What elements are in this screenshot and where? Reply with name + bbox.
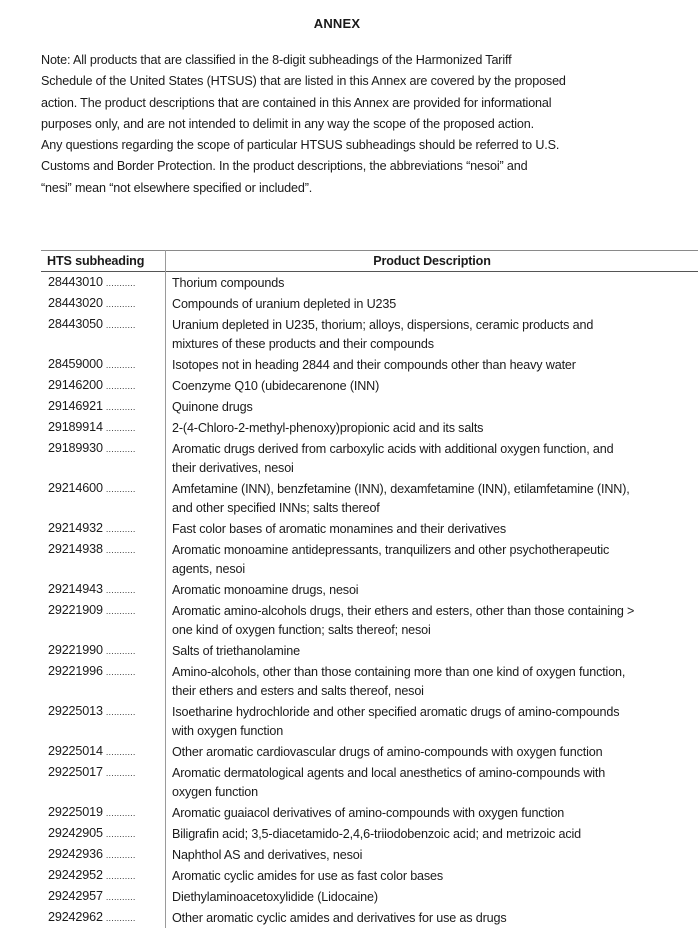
product-description-line: one kind of oxygen function; salts thereof; nesoi bbox=[172, 621, 698, 640]
product-description-line: Uranium depleted in U235, thorium; alloys, dispersions, ceramic products and bbox=[172, 316, 698, 335]
dot-leader: ........... bbox=[106, 381, 136, 391]
table-row bbox=[41, 314, 698, 354]
product-description-line: with oxygen function bbox=[172, 722, 698, 741]
dot-leader: ........... bbox=[106, 402, 136, 412]
hts-code-cell bbox=[41, 741, 166, 762]
table-row bbox=[41, 375, 698, 396]
hts-code: 28443020 bbox=[48, 296, 103, 310]
hts-code-cell bbox=[41, 802, 166, 823]
product-description-line: Fast color bases of aromatic monamines and their derivatives bbox=[172, 520, 698, 539]
hts-code: 29214938 bbox=[48, 542, 103, 556]
product-description-line: Compounds of uranium depleted in U235 bbox=[172, 295, 698, 314]
hts-code: 29225017 bbox=[48, 765, 103, 779]
product-description-line: their derivatives, nesoi bbox=[172, 459, 698, 478]
table-row bbox=[41, 823, 698, 844]
hts-code: 29189930 bbox=[48, 441, 103, 455]
product-description-line: Amfetamine (INN), benzfetamine (INN), dexamfetamine (INN), etilamfetamine (INN), bbox=[172, 480, 698, 499]
table-row bbox=[41, 354, 698, 375]
hts-code-cell bbox=[41, 438, 166, 478]
product-description-cell bbox=[166, 417, 699, 438]
product-description-line: Thorium compounds bbox=[172, 274, 698, 293]
hts-table bbox=[41, 250, 698, 928]
product-description-line: Diethylaminoacetoxylidide (Lidocaine) bbox=[172, 888, 698, 907]
product-description-cell bbox=[166, 539, 699, 579]
dot-leader: ........... bbox=[106, 524, 136, 534]
product-description-line: Aromatic guaiacol derivatives of amino-compounds with oxygen function bbox=[172, 804, 698, 823]
note-line: Note: All products that are classified in the 8-digit subheadings of the Harmonized Tariff bbox=[41, 50, 641, 71]
product-description-cell bbox=[166, 579, 699, 600]
note-line: Schedule of the United States (HTSUS) that are listed in this Annex are covered by the proposed bbox=[41, 71, 641, 92]
hts-code-cell bbox=[41, 823, 166, 844]
dot-leader: ........... bbox=[106, 850, 136, 860]
product-description-line: Aromatic monoamine drugs, nesoi bbox=[172, 581, 698, 600]
product-description-line: Aromatic dermatological agents and local anesthetics of amino-compounds with bbox=[172, 764, 698, 783]
hts-code: 29225013 bbox=[48, 704, 103, 718]
hts-code-cell bbox=[41, 844, 166, 865]
dot-leader: ........... bbox=[106, 320, 136, 330]
product-description-line: oxygen function bbox=[172, 783, 698, 802]
hts-code: 29242957 bbox=[48, 889, 103, 903]
product-description-line: 2-(4-Chloro-2-methyl-phenoxy)propionic acid and its salts bbox=[172, 419, 698, 438]
dot-leader: ........... bbox=[106, 423, 136, 433]
hts-code-cell bbox=[41, 354, 166, 375]
hts-code-cell bbox=[41, 886, 166, 907]
product-description-line: Coenzyme Q10 (ubidecarenone (INN) bbox=[172, 377, 698, 396]
hts-code: 29189914 bbox=[48, 420, 103, 434]
hts-code: 29242936 bbox=[48, 847, 103, 861]
header-product-description: Product Description bbox=[166, 251, 699, 272]
hts-table-container bbox=[41, 250, 698, 928]
dot-leader: ........... bbox=[106, 892, 136, 902]
product-description-cell bbox=[166, 823, 699, 844]
hts-code: 28443010 bbox=[48, 275, 103, 289]
dot-leader: ........... bbox=[106, 768, 136, 778]
hts-code: 29221990 bbox=[48, 643, 103, 657]
table-row bbox=[41, 396, 698, 417]
product-description-cell bbox=[166, 865, 699, 886]
hts-code: 28443050 bbox=[48, 317, 103, 331]
product-description-line: mixtures of these products and their compounds bbox=[172, 335, 698, 354]
product-description-line: Aromatic drugs derived from carboxylic acids with additional oxygen function, and bbox=[172, 440, 698, 459]
hts-code: 29146200 bbox=[48, 378, 103, 392]
product-description-cell bbox=[166, 478, 699, 518]
product-description-cell bbox=[166, 272, 699, 294]
dot-leader: ........... bbox=[106, 484, 136, 494]
header-row bbox=[41, 251, 698, 272]
table-row bbox=[41, 844, 698, 865]
dot-leader: ........... bbox=[106, 829, 136, 839]
dot-leader: ........... bbox=[106, 278, 136, 288]
table-row bbox=[41, 907, 698, 928]
table-row bbox=[41, 438, 698, 478]
product-description-line: Isotopes not in heading 2844 and their compounds other than heavy water bbox=[172, 356, 698, 375]
hts-code-cell bbox=[41, 417, 166, 438]
product-description-line: Other aromatic cyclic amides and derivatives for use as drugs bbox=[172, 909, 698, 928]
product-description-line: Naphthol AS and derivatives, nesoi bbox=[172, 846, 698, 865]
product-description-cell bbox=[166, 396, 699, 417]
product-description-line: Biligrafin acid; 3,5-diacetamido-2,4,6-triiodobenzoic acid; and metrizoic acid bbox=[172, 825, 698, 844]
hts-code: 29214943 bbox=[48, 582, 103, 596]
product-description-cell bbox=[166, 802, 699, 823]
hts-code: 29242952 bbox=[48, 868, 103, 882]
hts-code: 29242905 bbox=[48, 826, 103, 840]
product-description-line: Other aromatic cardiovascular drugs of amino-compounds with oxygen function bbox=[172, 743, 698, 762]
dot-leader: ........... bbox=[106, 747, 136, 757]
header-hts-subheading: HTS subheading bbox=[41, 251, 166, 272]
dot-leader: ........... bbox=[106, 606, 136, 616]
hts-code-cell bbox=[41, 539, 166, 579]
dot-leader: ........... bbox=[106, 360, 136, 370]
table-row bbox=[41, 640, 698, 661]
product-description-line: Isoetharine hydrochloride and other specified aromatic drugs of amino-compounds bbox=[172, 703, 698, 722]
table-row bbox=[41, 579, 698, 600]
annex-title: ANNEX bbox=[0, 16, 674, 31]
hts-code: 29214600 bbox=[48, 481, 103, 495]
product-description-line: their ethers and esters and salts thereof, nesoi bbox=[172, 682, 698, 701]
dot-leader: ........... bbox=[106, 299, 136, 309]
dot-leader: ........... bbox=[106, 871, 136, 881]
dot-leader: ........... bbox=[106, 667, 136, 677]
product-description-line: Quinone drugs bbox=[172, 398, 698, 417]
table-row bbox=[41, 802, 698, 823]
hts-code-cell bbox=[41, 907, 166, 928]
hts-code: 29221909 bbox=[48, 603, 103, 617]
hts-code-cell bbox=[41, 293, 166, 314]
note-line: action. The product descriptions that are contained in this Annex are provided for informational bbox=[41, 93, 641, 114]
table-body bbox=[41, 272, 698, 928]
product-description-line: Aromatic monoamine antidepressants, tranquilizers and other psychotherapeutic bbox=[172, 541, 698, 560]
table-row bbox=[41, 701, 698, 741]
product-description-cell bbox=[166, 518, 699, 539]
hts-code-cell bbox=[41, 518, 166, 539]
product-description-cell bbox=[166, 762, 699, 802]
dot-leader: ........... bbox=[106, 585, 136, 595]
product-description-cell bbox=[166, 640, 699, 661]
hts-code-cell bbox=[41, 640, 166, 661]
hts-code-cell bbox=[41, 701, 166, 741]
dot-leader: ........... bbox=[106, 913, 136, 923]
hts-code-cell bbox=[41, 762, 166, 802]
product-description-cell bbox=[166, 886, 699, 907]
dot-leader: ........... bbox=[106, 545, 136, 555]
product-description-cell bbox=[166, 293, 699, 314]
dot-leader: ........... bbox=[106, 707, 136, 717]
product-description-cell bbox=[166, 844, 699, 865]
product-description-cell bbox=[166, 701, 699, 741]
dot-leader: ........... bbox=[106, 808, 136, 818]
hts-code-cell bbox=[41, 375, 166, 396]
dot-leader: ........... bbox=[106, 646, 136, 656]
table-header bbox=[41, 251, 698, 272]
hts-code: 29242962 bbox=[48, 910, 103, 924]
product-description-line: Salts of triethanolamine bbox=[172, 642, 698, 661]
table-row bbox=[41, 478, 698, 518]
table-row bbox=[41, 518, 698, 539]
table-row bbox=[41, 865, 698, 886]
hts-code: 29214932 bbox=[48, 521, 103, 535]
hts-code-cell bbox=[41, 865, 166, 886]
product-description-cell bbox=[166, 741, 699, 762]
hts-code: 29225014 bbox=[48, 744, 103, 758]
annex-note bbox=[41, 50, 641, 199]
table-row bbox=[41, 886, 698, 907]
product-description-cell bbox=[166, 661, 699, 701]
product-description-cell bbox=[166, 354, 699, 375]
dot-leader: ........... bbox=[106, 444, 136, 454]
hts-code-cell bbox=[41, 661, 166, 701]
table-row bbox=[41, 272, 698, 294]
product-description-line: agents, nesoi bbox=[172, 560, 698, 579]
table-row bbox=[41, 539, 698, 579]
hts-code-cell bbox=[41, 314, 166, 354]
hts-code-cell bbox=[41, 272, 166, 294]
product-description-cell bbox=[166, 375, 699, 396]
hts-code: 29146921 bbox=[48, 399, 103, 413]
hts-code-cell bbox=[41, 396, 166, 417]
table-row bbox=[41, 661, 698, 701]
product-description-cell bbox=[166, 907, 699, 928]
product-description-line: Aromatic cyclic amides for use as fast color bases bbox=[172, 867, 698, 886]
product-description-cell bbox=[166, 438, 699, 478]
hts-code-cell bbox=[41, 579, 166, 600]
product-description-cell bbox=[166, 600, 699, 640]
hts-code-cell bbox=[41, 478, 166, 518]
product-description-line: Amino-alcohols, other than those containing more than one kind of oxygen function, bbox=[172, 663, 698, 682]
hts-code: 28459000 bbox=[48, 357, 103, 371]
hts-code: 29225019 bbox=[48, 805, 103, 819]
table-row bbox=[41, 417, 698, 438]
table-row bbox=[41, 741, 698, 762]
table-row bbox=[41, 762, 698, 802]
product-description-cell bbox=[166, 314, 699, 354]
table-row bbox=[41, 600, 698, 640]
note-line: Customs and Border Protection. In the product descriptions, the abbreviations “nesoi” and bbox=[41, 156, 641, 177]
note-line: Any questions regarding the scope of particular HTSUS subheadings should be referred to U.S. bbox=[41, 135, 641, 156]
hts-code: 29221996 bbox=[48, 664, 103, 678]
note-line: “nesi” mean “not elsewhere specified or included”. bbox=[41, 178, 641, 199]
table-row bbox=[41, 293, 698, 314]
product-description-line: and other specified INNs; salts thereof bbox=[172, 499, 698, 518]
note-line: purposes only, and are not intended to delimit in any way the scope of the proposed action. bbox=[41, 114, 641, 135]
hts-code-cell bbox=[41, 600, 166, 640]
product-description-line: Aromatic amino-alcohols drugs, their ethers and esters, other than those containing > bbox=[172, 602, 698, 621]
